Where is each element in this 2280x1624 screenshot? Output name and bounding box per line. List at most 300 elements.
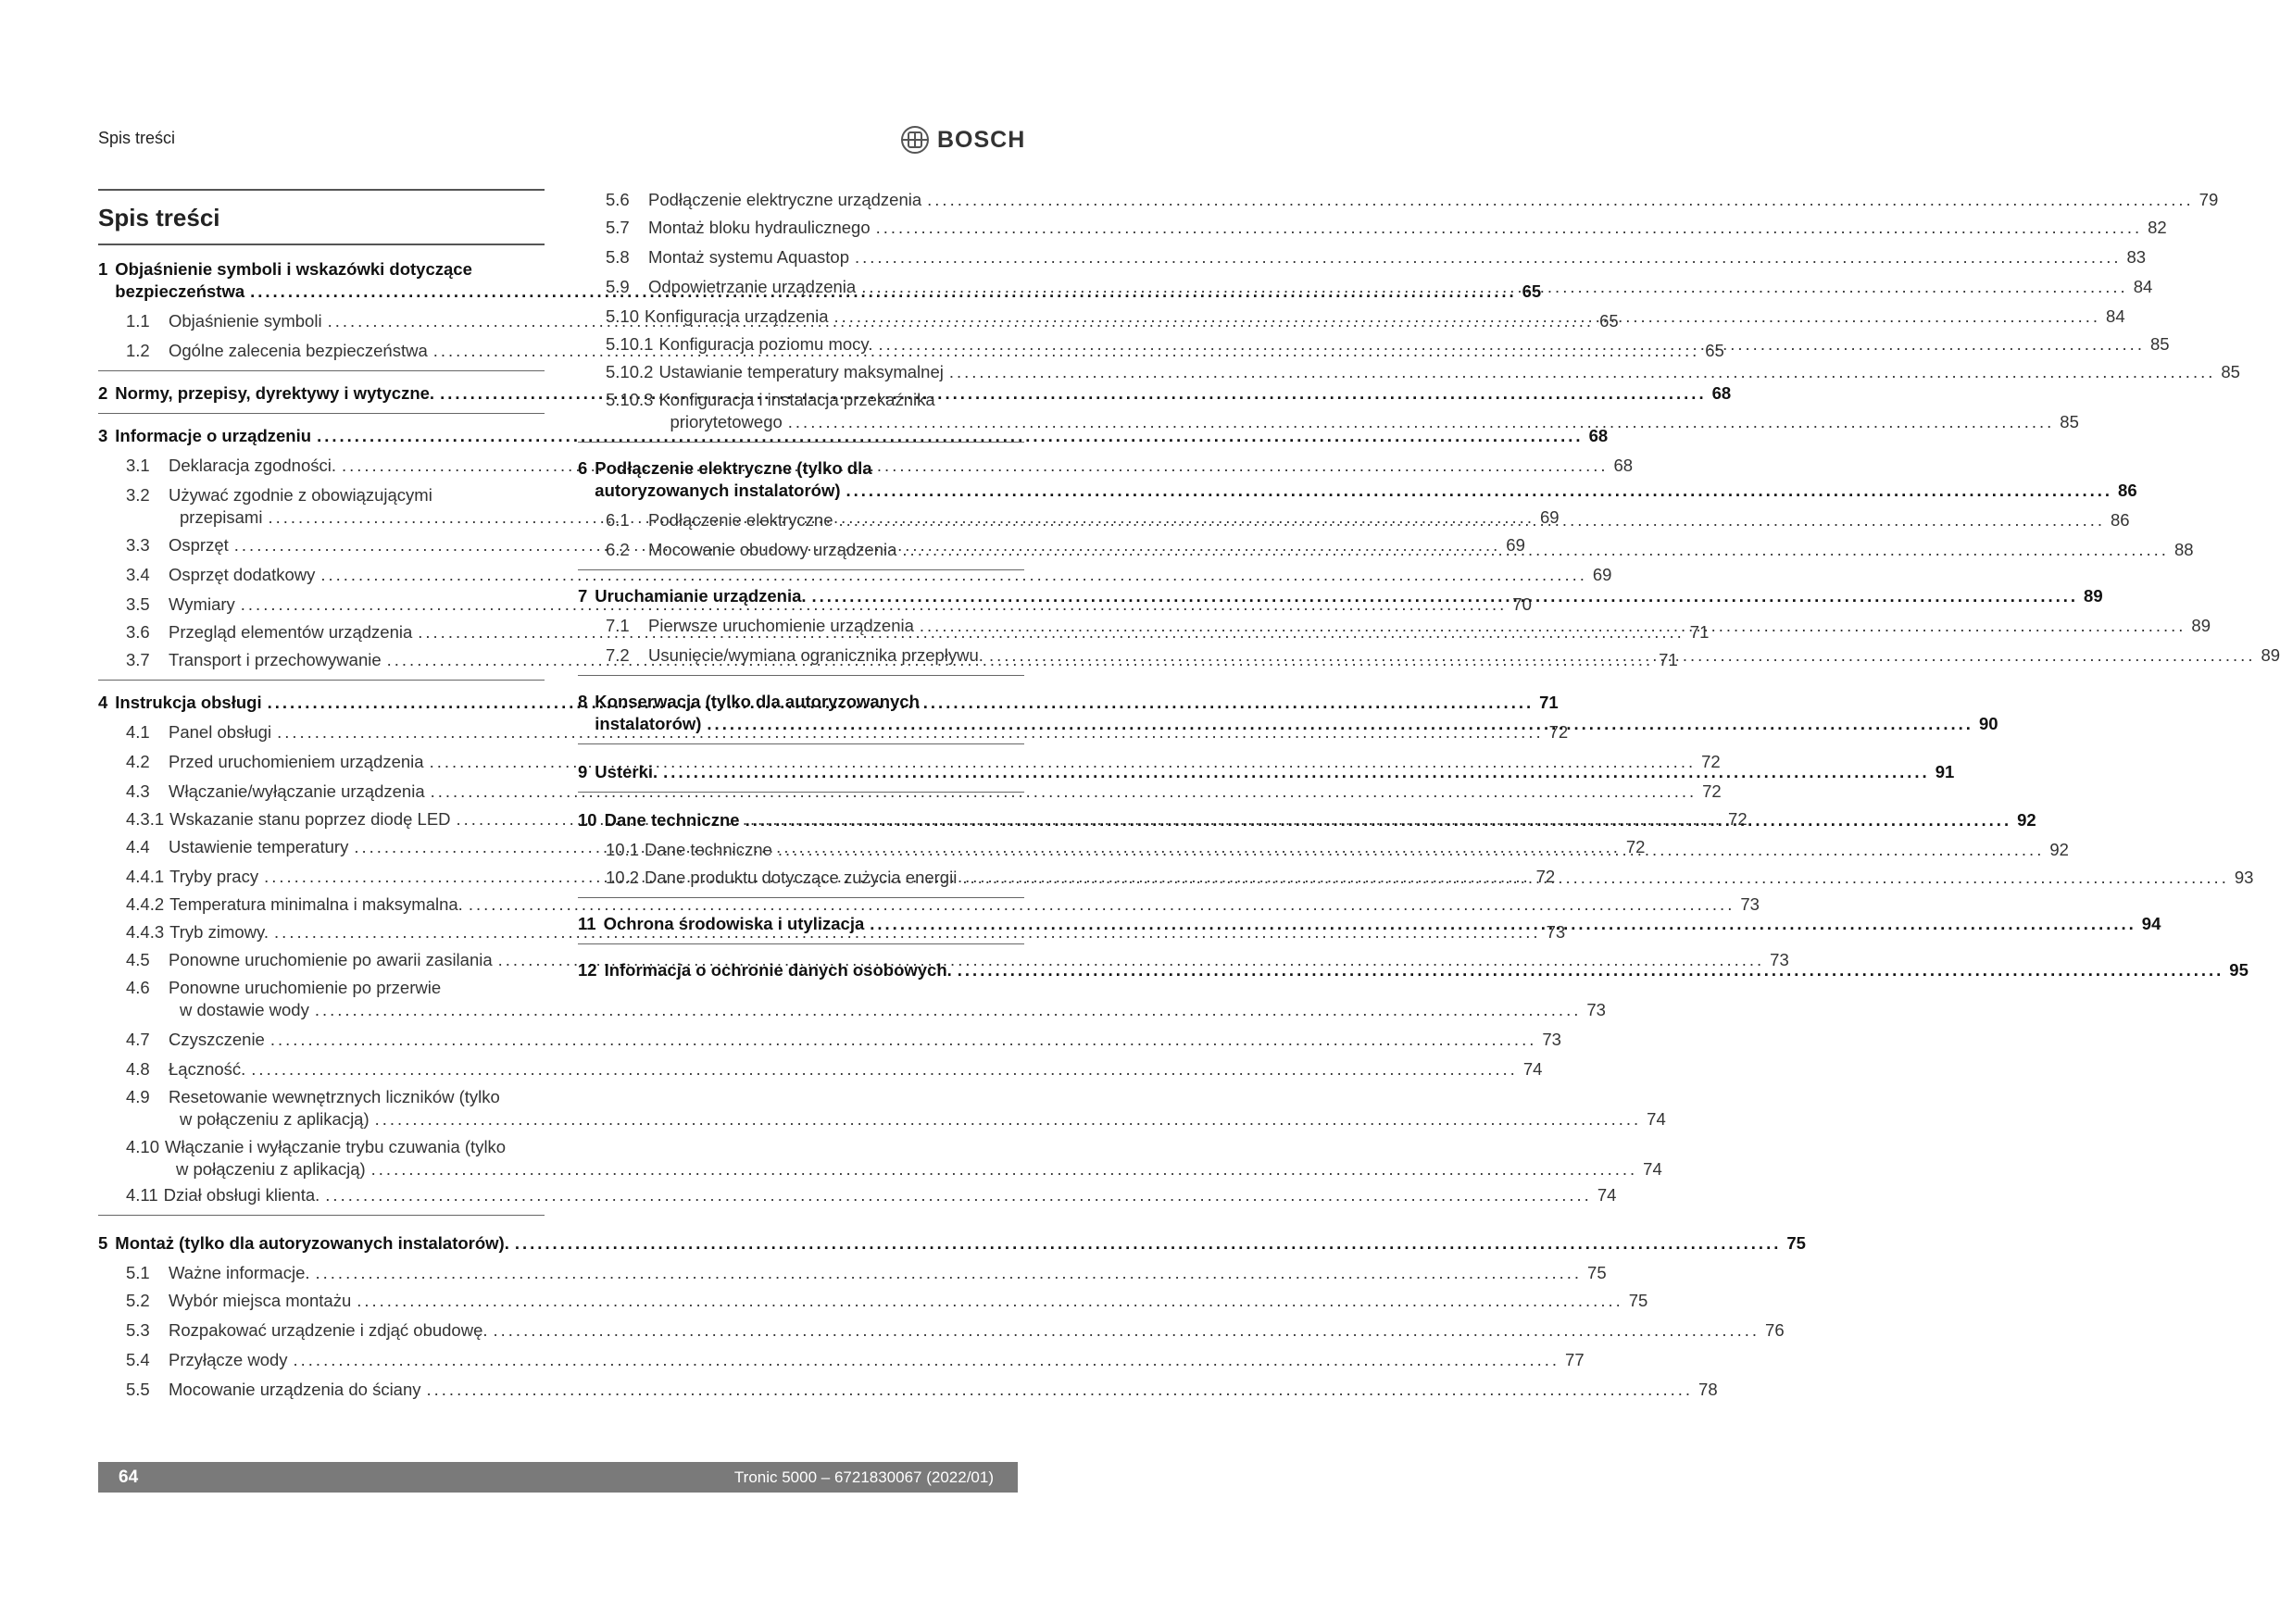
toc-entry-text: Włączanie/wyłączanie urządzenia bbox=[169, 781, 425, 801]
toc-entry-number: 4.4 bbox=[126, 837, 150, 856]
dot-leader bbox=[788, 411, 2055, 433]
toc-entry-text: Włączanie i wyłączanie trybu czuwania (tylko bbox=[165, 1137, 507, 1156]
toc-entry-line bbox=[169, 1108, 1666, 1131]
toc-entry-body bbox=[115, 1232, 1806, 1255]
dot-leader bbox=[989, 644, 2256, 667]
dot-leader bbox=[920, 615, 2186, 637]
dot-leader bbox=[876, 217, 2143, 239]
section-divider bbox=[98, 370, 545, 371]
toc-entry-line bbox=[648, 539, 2194, 561]
toc-entry-body bbox=[169, 1086, 1666, 1131]
dot-leader bbox=[375, 1108, 1642, 1131]
toc-entry-page: 73 bbox=[1586, 1000, 1606, 1019]
toc-entry-page: 70 bbox=[1512, 594, 1532, 614]
toc-entry-number: 4.6 bbox=[126, 978, 150, 997]
toc-subsection-entry[interactable] bbox=[98, 1086, 1666, 1131]
toc-entry-number: 5 bbox=[98, 1233, 108, 1253]
toc-entry-body bbox=[648, 276, 2152, 298]
toc-subsection-entry[interactable] bbox=[98, 1319, 1785, 1342]
toc-entry-text: Normy, przepisy, dyrektywy i wytyczne. bbox=[115, 383, 435, 403]
toc-subsection-entry[interactable] bbox=[98, 781, 1722, 803]
toc-entry-page: 77 bbox=[1565, 1350, 1585, 1369]
toc-entry-page: 72 bbox=[1702, 781, 1722, 801]
toc-entry-number: 5.3 bbox=[126, 1320, 150, 1340]
toc-entry-page: 76 bbox=[1765, 1320, 1785, 1340]
toc-entry-text: Ustawienie temperatury bbox=[169, 837, 349, 856]
toc-entry-number: 1.2 bbox=[126, 341, 150, 360]
toc-entry-line bbox=[169, 1086, 1666, 1108]
toc-entry-page: 84 bbox=[2106, 306, 2125, 326]
toc-entry-body bbox=[595, 457, 2136, 502]
toc-entry-text: Informacja o ochronie danych osobowych. bbox=[604, 960, 952, 980]
toc-entry-number: 4.3.1 bbox=[126, 809, 165, 829]
toc-entry-text: Dane techniczne bbox=[604, 810, 740, 830]
toc-entry-line bbox=[164, 1184, 1617, 1206]
toc-entry-text: Czyszczenie bbox=[169, 1030, 265, 1049]
toc-subsection-entry[interactable] bbox=[98, 1029, 1561, 1051]
toc-entry-line bbox=[595, 457, 2136, 480]
toc-entry-number: 6 bbox=[578, 458, 588, 478]
toc-entry-line bbox=[605, 809, 2036, 831]
toc-entry-line bbox=[169, 999, 1606, 1021]
toc-entry-text: Ważne informacje. bbox=[169, 1263, 310, 1282]
toc-entry-page: 94 bbox=[2141, 914, 2161, 933]
toc-entry-body bbox=[169, 1349, 1585, 1371]
toc-entry-number: 6.1 bbox=[606, 510, 630, 530]
dot-leader bbox=[316, 1262, 1583, 1284]
toc-entry-body bbox=[595, 585, 2102, 607]
toc-entry-line bbox=[169, 1319, 1785, 1342]
toc-entry-number: 3.3 bbox=[126, 535, 150, 555]
dot-leader bbox=[427, 1379, 1694, 1401]
toc-entry-page: 73 bbox=[1740, 894, 1760, 914]
toc-entry-text: Konfiguracja urządzenia bbox=[645, 306, 829, 326]
toc-entry-body bbox=[658, 389, 2078, 433]
toc-entry-page: 88 bbox=[2174, 540, 2194, 559]
toc-entry-number: 1.1 bbox=[126, 311, 150, 331]
toc-entry-number: 5.7 bbox=[606, 218, 630, 237]
toc-entry-number: 3.7 bbox=[126, 650, 150, 669]
toc-entry-line bbox=[648, 246, 2146, 269]
toc-entry-text: priorytetowego bbox=[670, 412, 783, 431]
toc-entry-page: 93 bbox=[2234, 868, 2254, 887]
dot-leader bbox=[325, 1184, 1592, 1206]
toc-section-entry[interactable] bbox=[98, 425, 1609, 447]
dot-leader bbox=[839, 509, 2106, 531]
toc-entry-number: 3.5 bbox=[126, 594, 150, 614]
toc-entry-page: 72 bbox=[1728, 809, 1748, 829]
toc-entry-text: Konserwacja (tylko dla autoryzowanych bbox=[595, 692, 920, 711]
toc-subsection-entry[interactable] bbox=[578, 246, 2147, 269]
toc-entry-number: 5.10.1 bbox=[606, 334, 654, 354]
toc-entry-line bbox=[645, 867, 2253, 889]
toc-entry-text: Panel obsługi bbox=[169, 722, 272, 742]
toc-entry-page: 74 bbox=[1647, 1109, 1666, 1129]
toc-entry-page: 71 bbox=[1689, 622, 1710, 642]
toc-entry-line bbox=[605, 959, 2249, 981]
toc-entry-page: 74 bbox=[1597, 1185, 1617, 1205]
toc-subsection-entry[interactable] bbox=[98, 1349, 1585, 1371]
toc-entry-number: 3.6 bbox=[126, 622, 150, 642]
toc-entry-text: instalatorów) bbox=[595, 714, 702, 733]
toc-entry-line bbox=[165, 1136, 1662, 1158]
toc-entry-text: Ochrona środowiska i utylizacja bbox=[603, 914, 865, 933]
toc-entry-text: Uruchamianie urządzenia. bbox=[595, 586, 807, 606]
toc-subsection-entry[interactable] bbox=[578, 361, 2240, 383]
toc-entry-number: 5.8 bbox=[606, 247, 630, 267]
toc-entry-line bbox=[595, 691, 1998, 713]
toc-entry-number: 4 bbox=[98, 693, 108, 712]
toc-entry-body bbox=[645, 867, 2253, 889]
toc-entry-number: 5.5 bbox=[126, 1380, 150, 1399]
toc-entry-page: 75 bbox=[1587, 1263, 1607, 1282]
toc-entry-page: 90 bbox=[1978, 714, 1998, 733]
dot-leader bbox=[962, 867, 2229, 889]
toc-entry-body bbox=[648, 189, 2218, 211]
toc-entry-line bbox=[648, 644, 2280, 667]
toc-entry-page: 65 bbox=[1599, 311, 1619, 331]
section-divider bbox=[578, 743, 1024, 744]
toc-entry-line bbox=[169, 1349, 1585, 1371]
toc-entry-body bbox=[605, 809, 2036, 831]
toc-entry-text: w połączeniu z aplikacją) bbox=[176, 1159, 366, 1179]
toc-entry-text: Resetowanie wewnętrznych liczników (tylko bbox=[169, 1087, 500, 1106]
toc-entry-body bbox=[648, 509, 2130, 531]
toc-entry-body bbox=[164, 1184, 1617, 1206]
dot-leader bbox=[251, 1058, 1518, 1081]
toc-entry-number: 4.3 bbox=[126, 781, 150, 801]
toc-entry-number: 5.10 bbox=[606, 306, 640, 326]
toc-entry-text: Usunięcie/wymiana ogranicznika przepływu. bbox=[648, 645, 983, 665]
toc-entry-line bbox=[604, 913, 2161, 935]
toc-entry-page: 68 bbox=[1711, 383, 1732, 403]
toc-entry-line bbox=[595, 713, 1998, 735]
toc-entry-body bbox=[648, 644, 2280, 667]
toc-entry-text: Usterki. bbox=[595, 762, 658, 781]
toc-entry-body bbox=[645, 839, 2069, 861]
toc-entry-number: 10 bbox=[578, 810, 597, 830]
toc-entry-page: 95 bbox=[2229, 960, 2249, 980]
toc-entry-page: 72 bbox=[1625, 837, 1646, 856]
toc-entry-line bbox=[645, 306, 2125, 328]
toc-entry-page: 75 bbox=[1786, 1233, 1806, 1253]
toc-entry-number: 7 bbox=[578, 586, 588, 606]
toc-subsection-entry[interactable] bbox=[98, 977, 1606, 1021]
toc-entry-number: 4.11 bbox=[126, 1185, 158, 1205]
page-number: 64 bbox=[119, 1467, 139, 1487]
toc-entry-page: 72 bbox=[1548, 722, 1569, 742]
toc-entry-page: 92 bbox=[2017, 810, 2036, 830]
dot-leader bbox=[861, 276, 2128, 298]
toc-entry-page: 79 bbox=[2199, 190, 2219, 209]
toc-entry-page: 69 bbox=[1539, 507, 1560, 527]
toc-entry-text: Montaż bloku hydraulicznego bbox=[648, 218, 871, 237]
toc-entry-number: 5.2 bbox=[126, 1291, 150, 1310]
toc-entry-number: 4.5 bbox=[126, 950, 150, 969]
section-divider bbox=[578, 569, 1024, 570]
toc-entry-number: 4.7 bbox=[126, 1030, 150, 1049]
section-divider bbox=[578, 792, 1024, 793]
toc-entry-text: Ustawianie temperatury maksymalnej bbox=[658, 362, 944, 381]
dot-leader bbox=[834, 306, 2101, 328]
toc-entry-line bbox=[648, 189, 2218, 211]
toc-entry-page: 86 bbox=[2111, 510, 2130, 530]
toc-entry-number: 12 bbox=[578, 960, 597, 980]
toc-entry-line bbox=[648, 217, 2167, 239]
dot-leader bbox=[663, 761, 1930, 783]
toc-entry-body bbox=[658, 333, 2169, 356]
toc-entry-page: 69 bbox=[1506, 535, 1525, 555]
toc-entry-page: 71 bbox=[1659, 650, 1678, 669]
dot-leader bbox=[846, 480, 2113, 502]
dot-leader bbox=[494, 1319, 1760, 1342]
dot-leader bbox=[315, 999, 1582, 1021]
toc-entry-text: Montaż (tylko dla autoryzowanych instalatorów). bbox=[115, 1233, 509, 1253]
toc-entry-page: 73 bbox=[1546, 922, 1566, 942]
toc-entry-page: 89 bbox=[2084, 586, 2103, 606]
toc-entry-number: 10.2 bbox=[606, 868, 640, 887]
toc-entry-text: Odpowietrzanie urządzenia bbox=[648, 277, 857, 296]
toc-entry-number: 8 bbox=[578, 692, 588, 711]
toc-entry-text: Informacje o urządzeniu bbox=[115, 426, 312, 445]
toc-entry-text: Temperatura minimalna i maksymalna. bbox=[169, 894, 463, 914]
toc-entry-number: 11 bbox=[578, 914, 596, 933]
toc-entry-number: 4.8 bbox=[126, 1059, 150, 1079]
toc-subsection-entry[interactable] bbox=[98, 1058, 1543, 1081]
toc-entry-number: 5.1 bbox=[126, 1263, 150, 1282]
section-divider bbox=[98, 680, 545, 681]
toc-entry-page: 65 bbox=[1522, 281, 1542, 301]
toc-entry-text: Dane produktu dotyczące zużycia energii bbox=[645, 868, 958, 887]
toc-subsection-entry[interactable] bbox=[578, 189, 2219, 211]
toc-entry-line bbox=[648, 509, 2130, 531]
toc-entry-text: Instrukcja obsługi bbox=[115, 693, 262, 712]
toc-subsection-entry[interactable] bbox=[98, 1262, 1607, 1284]
toc-entry-text: Wymiary bbox=[169, 594, 235, 614]
toc-entry-line bbox=[595, 585, 2102, 607]
toc-entry-text: Tryb zimowy. bbox=[169, 922, 269, 942]
toc-entry-number: 4.9 bbox=[126, 1087, 150, 1106]
toc-entry-text: Transport i przechowywanie bbox=[169, 650, 382, 669]
bosch-armature-icon bbox=[900, 125, 930, 155]
toc-entry-text: bezpieczeństwa bbox=[115, 281, 245, 301]
toc-entry-page: 85 bbox=[2149, 334, 2170, 354]
toc-entry-body bbox=[169, 1058, 1542, 1081]
toc-entry-text: przepisami bbox=[180, 507, 263, 527]
dot-leader bbox=[515, 1232, 1782, 1255]
toc-entry-number: 3.4 bbox=[126, 565, 150, 584]
toc-entry-text: Ponowne uruchomienie po przerwie bbox=[169, 978, 442, 997]
toc-entry-body bbox=[169, 977, 1606, 1021]
toc-entry-number: 4.4.2 bbox=[126, 894, 165, 914]
dot-leader bbox=[707, 713, 1973, 735]
toc-entry-text: Objaśnienie symboli bbox=[169, 311, 322, 331]
toc-entry-text: Ponowne uruchomienie po awarii zasilania bbox=[169, 950, 493, 969]
toc-entry-page: 91 bbox=[1935, 762, 1955, 781]
section-divider bbox=[578, 943, 1024, 944]
running-header-title: Spis treści bbox=[98, 129, 176, 147]
toc-entry-line bbox=[648, 615, 2211, 637]
toc-entry-line bbox=[595, 480, 2136, 502]
section-divider bbox=[578, 675, 1024, 676]
toc-entry-text: Deklaracja zgodności. bbox=[169, 456, 336, 475]
toc-entry-page: 73 bbox=[1542, 1030, 1561, 1049]
toc-entry-page: 85 bbox=[2060, 412, 2079, 431]
dot-leader bbox=[270, 1029, 1537, 1051]
dot-leader bbox=[855, 246, 2122, 269]
toc-entry-body bbox=[165, 1136, 1662, 1181]
toc-entry-text: Dział obsługi klienta. bbox=[163, 1185, 320, 1205]
toc-entry-page: 72 bbox=[1701, 752, 1721, 771]
toc-entry-line bbox=[658, 389, 2078, 411]
toc-entry-text: Ogólne zalecenia bezpieczeństwa bbox=[169, 341, 428, 360]
dot-leader bbox=[357, 1290, 1623, 1312]
footer-bar bbox=[98, 1462, 1018, 1493]
toc-entry-text: Dane techniczne bbox=[645, 840, 772, 859]
toc-entry-body bbox=[169, 1379, 1718, 1401]
toc-entry-number: 3.2 bbox=[126, 485, 150, 505]
toc-entry-text: Mocowanie obudowy urządzenia bbox=[648, 540, 897, 559]
toc-entry-page: 84 bbox=[2133, 277, 2153, 296]
toc-entry-text: Konfiguracja poziomu mocy. bbox=[658, 334, 873, 354]
toc-entry-text: Podłączenie elektryczne urządzenia bbox=[648, 190, 922, 209]
toc-subsection-entry[interactable] bbox=[98, 564, 1612, 586]
toc-entry-page: 65 bbox=[1705, 341, 1724, 360]
toc-entry-page: 83 bbox=[2126, 247, 2147, 267]
toc-entry-text: Wybór miejsca montażu bbox=[169, 1291, 352, 1310]
toc-entry-body bbox=[169, 1029, 1561, 1051]
section-divider bbox=[578, 442, 1024, 443]
toc-entry-line bbox=[595, 761, 1954, 783]
toc-entry-page: 82 bbox=[2148, 218, 2167, 237]
brand-logo bbox=[900, 124, 1025, 156]
toc-entry-number: 6.2 bbox=[606, 540, 630, 559]
toc-entry-text: Podłączenie elektryczne (tylko dla bbox=[595, 458, 872, 478]
toc-entry-page: 75 bbox=[1628, 1291, 1648, 1310]
toc-entry-text: Przed uruchomieniem urządzenia bbox=[169, 752, 424, 771]
toc-entry-number: 7.1 bbox=[606, 616, 630, 635]
toc-subsection-entry[interactable] bbox=[578, 217, 2167, 239]
toc-subsection-entry[interactable] bbox=[98, 1136, 1662, 1181]
dot-leader bbox=[294, 1349, 1560, 1371]
toc-entry-page: 89 bbox=[2261, 645, 2280, 665]
toc-subsection-entry[interactable] bbox=[98, 1290, 1648, 1312]
toc-entry-line bbox=[169, 1029, 1561, 1051]
dot-leader bbox=[812, 585, 2079, 607]
toc-entry-text: Konfiguracja i instalacja przekaźnika bbox=[658, 390, 935, 409]
toc-entry-text: Tryby pracy bbox=[169, 867, 259, 886]
toc-entry-text: Używać zgodnie z obowiązującymi bbox=[169, 485, 432, 505]
toc-entry-number: 10.1 bbox=[606, 840, 640, 859]
toc-entry-number: 4.10 bbox=[126, 1137, 160, 1156]
toc-entry-body bbox=[595, 691, 1998, 735]
dot-leader bbox=[778, 839, 2045, 861]
toc-entry-page: 89 bbox=[2191, 616, 2211, 635]
toc-entry-page: 69 bbox=[1592, 565, 1612, 584]
section-divider bbox=[578, 897, 1024, 898]
toc-subsection-entry[interactable] bbox=[98, 1184, 1617, 1206]
toc-section-entry[interactable] bbox=[98, 1232, 1806, 1255]
toc-entry-text: autoryzowanych instalatorów) bbox=[595, 481, 841, 500]
toc-entry-number: 5.10.3 bbox=[606, 390, 654, 409]
toc-entry-page: 68 bbox=[1613, 456, 1634, 475]
title-rule bbox=[98, 244, 545, 245]
toc-subsection-entry[interactable] bbox=[98, 1379, 1718, 1401]
toc-entry-body bbox=[595, 761, 1954, 783]
toc-entry-body bbox=[648, 246, 2146, 269]
toc-entry-body bbox=[169, 1290, 1647, 1312]
toc-entry-line bbox=[645, 839, 2069, 861]
toc-entry-number: 4.4.1 bbox=[126, 867, 165, 886]
toc-entry-text: w dostawie wody bbox=[180, 1000, 309, 1019]
toc-entry-text: Podłączenie elektryczne bbox=[648, 510, 833, 530]
toc-entry-body bbox=[605, 959, 2249, 981]
toc-entry-line bbox=[648, 276, 2152, 298]
dot-leader bbox=[902, 539, 2169, 561]
toc-entry-line bbox=[169, 1058, 1542, 1081]
toc-entry-page: 74 bbox=[1522, 1059, 1543, 1079]
toc-entry-line bbox=[169, 1290, 1647, 1312]
toc-entry-page: 73 bbox=[1770, 950, 1789, 969]
toc-entry-text: Osprzęt bbox=[169, 535, 229, 555]
toc-entry-text: Mocowanie urządzenia do ściany bbox=[169, 1380, 421, 1399]
toc-entry-text: w połączeniu z aplikacją) bbox=[180, 1109, 370, 1129]
toc-entry-text: Przegląd elementów urządzenia bbox=[169, 622, 413, 642]
toc-entry-line bbox=[658, 333, 2169, 356]
toc-entry-number: 5.9 bbox=[606, 277, 630, 296]
toc-entry-body bbox=[645, 306, 2125, 328]
toc-entry-number: 4.1 bbox=[126, 722, 150, 742]
toc-entry-text: Montaż systemu Aquastop bbox=[648, 247, 849, 267]
toc-entry-page: 72 bbox=[1535, 867, 1556, 886]
toc-entry-number: 5.6 bbox=[606, 190, 630, 209]
toc-entry-body bbox=[658, 361, 2240, 383]
toc-entry-text: Wskazanie stanu poprzez diodę LED bbox=[169, 809, 451, 829]
toc-subsection-entry[interactable] bbox=[98, 893, 1760, 916]
dot-leader bbox=[870, 913, 2136, 935]
dot-leader bbox=[745, 809, 2012, 831]
toc-entry-page: 71 bbox=[1539, 693, 1559, 712]
toc-entry-page: 68 bbox=[1588, 426, 1609, 445]
toc-entry-number: 3 bbox=[98, 426, 108, 445]
brand-wordmark: BOSCH bbox=[937, 126, 1026, 153]
toc-entry-line bbox=[169, 1262, 1607, 1284]
dot-leader bbox=[371, 1158, 1638, 1181]
toc-entry-page: 86 bbox=[2118, 481, 2137, 500]
toc-entry-line bbox=[658, 411, 2078, 433]
toc-entry-line bbox=[658, 361, 2240, 383]
toc-entry-page: 85 bbox=[2221, 362, 2240, 381]
toc-entry-number: 5.4 bbox=[126, 1350, 150, 1369]
section-divider bbox=[98, 1215, 545, 1216]
toc-subsection-entry[interactable] bbox=[578, 615, 2211, 637]
toc-entry-line bbox=[169, 1379, 1718, 1401]
toc-entry-text: Objaśnienie symboli i wskazówki dotyczące bbox=[115, 259, 472, 279]
toc-entry-line bbox=[165, 1158, 1662, 1181]
toc-entry-number: 1 bbox=[98, 259, 108, 279]
toc-entry-line bbox=[115, 1232, 1806, 1255]
toc-entry-body bbox=[648, 539, 2194, 561]
dot-leader bbox=[949, 361, 2216, 383]
toc-entry-body bbox=[169, 1262, 1607, 1284]
toc-entry-body bbox=[604, 913, 2161, 935]
dot-leader bbox=[927, 189, 2194, 211]
toc-entry-page: 78 bbox=[1698, 1380, 1718, 1399]
toc-entry-body bbox=[648, 217, 2167, 239]
toc-entry-number: 9 bbox=[578, 762, 588, 781]
toc-entry-number: 7.2 bbox=[606, 645, 630, 665]
document-reference: Tronic 5000 – 6721830067 (2022/01) bbox=[733, 1468, 994, 1486]
